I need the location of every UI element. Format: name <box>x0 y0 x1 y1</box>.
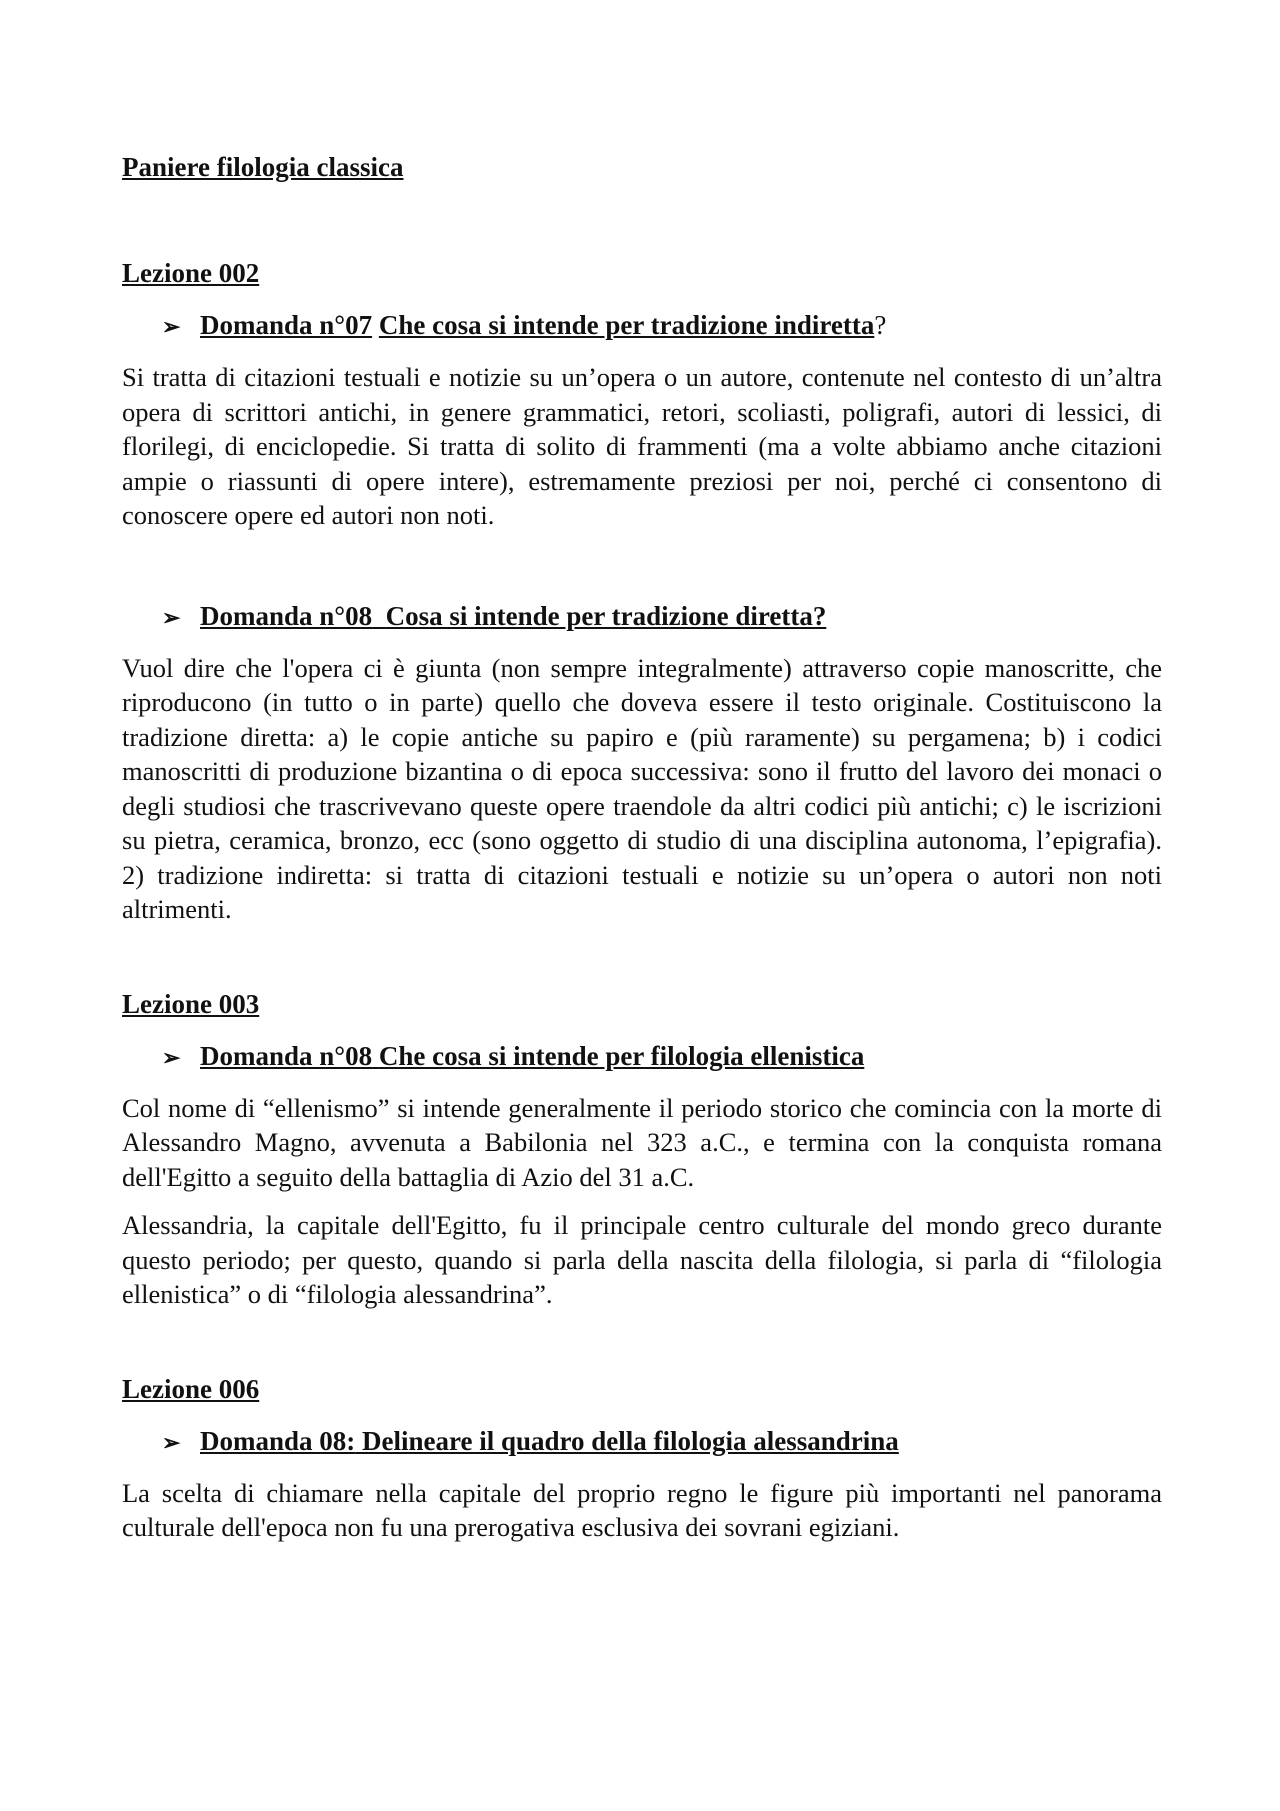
question-text: Cosa si intende per tradizione diretta? <box>385 600 827 631</box>
document-title: Paniere filologia classica <box>122 152 404 182</box>
question-trail: ? <box>874 310 887 340</box>
question-label: Domanda n°07 <box>200 310 373 340</box>
lesson-title-003: Lezione 003 <box>122 988 260 1019</box>
question-heading <box>122 308 1162 344</box>
lesson-title-006: Lezione 006 <box>122 1373 260 1404</box>
document-page <box>122 150 1162 1545</box>
question-label: Domanda n°08 <box>200 1040 373 1071</box>
answer-paragraph: Col nome di “ellenismo” si intende generalmente il periodo storico che comincia con la morte di Alessandro Magno, avvenuta a Babilonia nel 323 a.C., e termina con la conquista romana dell'Egitto a seguito della battaglia di Azio del 31 a.C. <box>122 1092 1162 1192</box>
lesson-title-002: Lezione 002 <box>122 258 260 288</box>
question-heading <box>122 1424 1162 1460</box>
answer-paragraph: Vuol dire che l'opera ci è giunta (non sempre integralmente) attraverso copie manoscritte, che riproducono (in tutto o in parte) quello che doveva essere il testo originale. Costituiscono la tradizione diretta: a) le copie antiche su papiro e (più raramente) su pergamena; b) i codici manoscritti di produzione bizantina o di epoca successiva: sono il frutto del lavoro dei monaci o degli studiosi che trascrivevano queste opere traendole da altri codici più antichi; c) le iscrizioni su pietra, ceramica, bronzo, ecc (sono oggetto di studio di una disciplina autonoma, l’epigrafia). 2) tradizione indiretta: si tratta di citazioni testuali e notizie su un’opera o autori non noti altrimenti. <box>122 652 1162 924</box>
question-text: Che cosa si intende per tradizione indiretta <box>378 310 875 340</box>
arrow-bullet-icon: ➢ <box>162 1429 181 1455</box>
question-label: Domanda n°08 <box>200 600 373 631</box>
question-heading <box>122 599 1162 635</box>
arrow-bullet-icon: ➢ <box>162 1044 181 1070</box>
arrow-bullet-icon: ➢ <box>162 604 181 630</box>
answer-paragraph: La scelta di chiamare nella capitale del proprio regno le figure più importanti nel panorama culturale dell'epoca non fu una prerogativa esclusiva dei sovrani egiziani. <box>122 1477 1162 1542</box>
answer-paragraph: Si tratta di citazioni testuali e notizie su un’opera o un autore, contenute nel contesto di un’altra opera di scrittori antichi, in genere grammatici, retori, scoliasti, poligrafi, autori di lessici, di florilegi, di enciclopedie. Si tratta di solito di frammenti (ma a volte abbiamo anche citazioni ampie o riassunti di opere intere), estremamente preziosi per noi, perché ci consentono di conoscere opere ed autori non noti. <box>122 362 1162 530</box>
answer-paragraph: Alessandria, la capitale dell'Egitto, fu il principale centro culturale del mondo greco durante questo periodo; per questo, quando si parla della nascita della filologia, si parla di “filologia ellenistica” o di “filologia alessandrina”. <box>122 1210 1162 1309</box>
question-text: Che cosa si intende per filologia ellenistica <box>378 1040 865 1071</box>
question-text: Delineare il quadro della filologia alessandrina <box>362 1425 899 1456</box>
question-heading <box>122 1039 1162 1075</box>
arrow-bullet-icon: ➢ <box>162 314 181 339</box>
question-label: Domanda 08: <box>200 1425 356 1456</box>
